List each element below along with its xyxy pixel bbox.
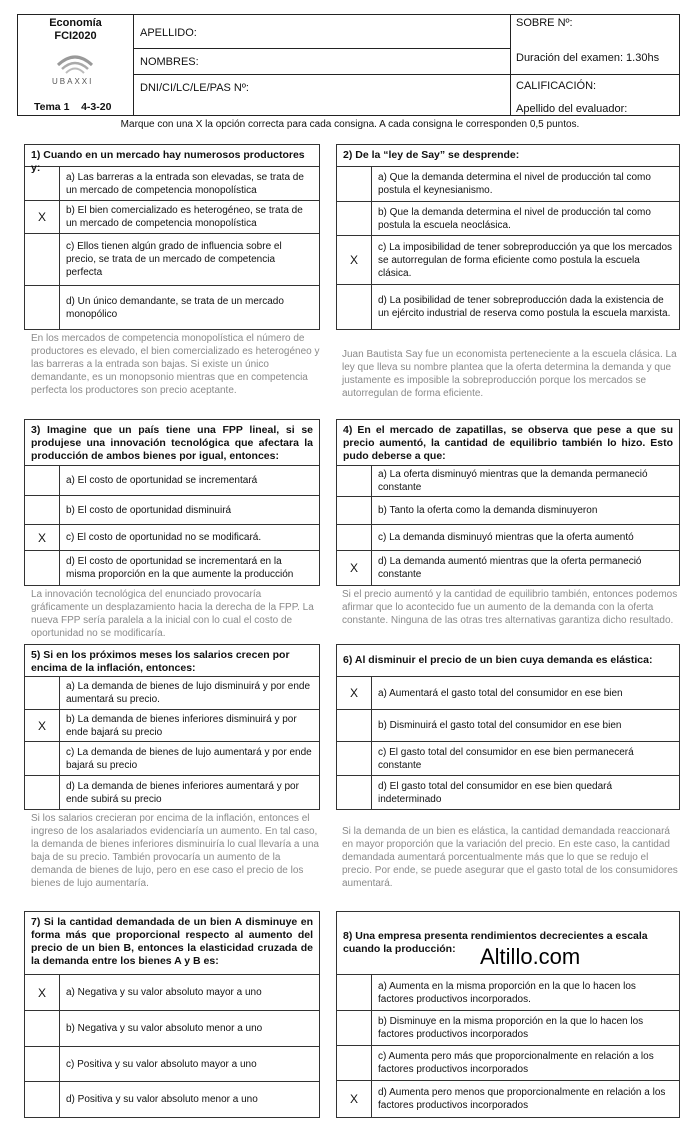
question-title: 7) Si la cantidad demandada de un bien A disminuye en forma más que proporcional respecto al aumento del precio de un bien B, entonces la elasticidad cruzada de la demanda entre los bienes A y B es: xyxy=(25,912,319,975)
option-text: b) El bien comercializado es heterogéneo, se trata de un mercado de competencia monopolística xyxy=(66,205,303,229)
answer-box[interactable] xyxy=(337,167,372,201)
question-6 xyxy=(336,644,680,810)
answer-box[interactable] xyxy=(25,742,60,775)
option-text: a) El costo de oportunidad se incrementará xyxy=(66,475,258,486)
answer-box[interactable] xyxy=(25,167,60,200)
answer-box[interactable] xyxy=(25,234,60,285)
option-text: b) Disminuirá el gasto total del consumidor en ese bien xyxy=(378,720,622,731)
answer-box[interactable] xyxy=(337,710,372,741)
option-text: d) Un único demandante, se trata de un mercado monopólico xyxy=(66,295,284,320)
answer-box[interactable] xyxy=(337,466,372,496)
exam-date: 4-3-20 xyxy=(81,101,112,113)
answer-box[interactable] xyxy=(337,202,372,235)
answer-box[interactable]: X xyxy=(337,1081,372,1117)
option-text: d) La demanda de bienes inferiores aumentará y por ende subirá su precio xyxy=(66,780,299,805)
option-text: a) Que la demanda determina el nivel de producción tal como postula el keynesianismo. xyxy=(378,172,651,196)
option-text: c) Ellos tienen algún grado de influencia sobre el precio, se trata de un mercado de competencia perfecta xyxy=(66,241,282,278)
answer-box[interactable]: X xyxy=(25,525,60,550)
sobre-field[interactable]: SOBRE Nº: xyxy=(516,17,573,29)
subject-name: Economía xyxy=(49,17,102,29)
answer-box[interactable] xyxy=(25,1011,60,1046)
option-text: a) Aumenta en la misma proporción en la que lo hacen los factores productivos incorporados. xyxy=(378,980,636,1005)
option-text: d) Aumenta pero menos que proporcionalmente en relación a los factores productivos incorporados xyxy=(378,1087,666,1111)
answer-box[interactable] xyxy=(337,1011,372,1045)
answer-box[interactable] xyxy=(337,1046,372,1080)
answer-box[interactable] xyxy=(337,497,372,524)
option-text: c) La demanda de bienes de lujo aumentará y por ende bajará su precio xyxy=(66,746,312,771)
answer-box[interactable]: X xyxy=(337,236,372,284)
explanation: Juan Bautista Say fue un economista perteneciente a la escuela clásica. La ley que lleva su nombre plantea que la oferta determina la demanda y que justamente es imposible la sobreproducción porque los mercados se autorregulan de forma eficiente. xyxy=(342,349,677,399)
answer-box[interactable]: X xyxy=(337,677,372,709)
option-text: a) Las barreras a la entrada son elevadas, se trata de un mercado de competencia monopolística xyxy=(66,171,304,196)
answer-box[interactable] xyxy=(25,551,60,585)
answer-box[interactable] xyxy=(25,1082,60,1117)
option-text: b) Negativa y su valor absoluto menor a uno xyxy=(66,1023,263,1034)
instructions: Marque con una X la opción correcta para cada consigna. A cada consigna le corresponden 0,5 puntos. xyxy=(120,119,580,130)
option-text: b) Que la demanda determina el nivel de producción tal como postula la escuela neoclásica. xyxy=(378,206,651,231)
answer-box[interactable] xyxy=(337,742,372,775)
option-text: c) La demanda disminuyó mientras que la oferta aumentó xyxy=(378,532,634,543)
apellido-field[interactable]: APELLIDO: xyxy=(140,27,197,39)
exam-duration: Duración del examen: 1.30hs xyxy=(516,52,660,64)
answer-box[interactable]: X xyxy=(337,551,372,585)
answer-box[interactable] xyxy=(25,776,60,809)
question-5 xyxy=(24,644,320,810)
question-4 xyxy=(336,419,680,586)
explanation: En los mercados de competencia monopolística el número de productores es elevado, el bien comercializado es heterogéneo y las barreras a la entrada son bajas. Si existe un único demandante, es un monopsonio mientras que en competencia perfecta los productores son precio aceptante. xyxy=(31,333,320,396)
answer-box[interactable]: X xyxy=(25,201,60,233)
option-text: c) Positiva y su valor absoluto mayor a uno xyxy=(66,1058,257,1070)
explanation: La innovación tecnológica del enunciado provocaría gráficamente un desplazamiento hacia la derecha de la FPP. La nueva FPP sería paralela a la inicial con lo cual el costo de oportunidad no se modificaría. xyxy=(31,589,314,639)
answer-box[interactable] xyxy=(25,496,60,524)
answer-box[interactable] xyxy=(25,466,60,495)
question-title: 8) Una empresa presenta rendimientos decrecientes a escala cuando la producción: xyxy=(337,912,679,975)
option-text: a) La oferta disminuyó mientras que la demanda permaneció constante xyxy=(378,469,648,493)
option-text: d) La demanda aumentó mientras que la oferta permaneció constante xyxy=(378,556,642,580)
option-text: c) Aumenta pero más que proporcionalmente en relación a los factores productivos incorporados xyxy=(378,1051,654,1075)
question-title: 4) En el mercado de zapatillas, se observa que pese a que su precio aumentó, la cantidad de equilibrio también lo hizo. Esto pudo deberse a que: xyxy=(337,420,679,466)
option-text: d) El costo de oportunidad se incrementará en la misma proporción en la que aumente la producción xyxy=(66,556,294,580)
explanation: Si el precio aumentó y la cantidad de equilibrio también, entonces podemos afirmar que lo acontecido fue un aumento de la demanda con la oferta constante. Ninguna de las otras tres alternativas garantiza dicho resultado. xyxy=(342,589,678,626)
option-text: d) La posibilidad de tener sobreproducción dada la existencia de un ejército industrial de reserva como postula la escuela marxista. xyxy=(378,295,671,319)
answer-box[interactable]: X xyxy=(25,975,60,1010)
option-text: b) Disminuye en la misma proporción en la que lo hacen los factores productivos incorporados xyxy=(378,1016,644,1040)
answer-box[interactable] xyxy=(337,776,372,809)
option-text: d) El gasto total del consumidor en ese bien quedará indeterminado xyxy=(378,780,613,805)
question-7 xyxy=(24,911,320,1118)
explanation: Si la demanda de un bien es elástica, la cantidad demandada reaccionará en mayor proporción que la variación del precio. En este caso, la cantidad demandada aumentará porcentualmente más que lo que se redujo el precio. Por ende, se puede asegurar que el gasto total de los consumidores aumentará. xyxy=(342,826,678,889)
question-title: 6) Al disminuir el precio de un bien cuya demanda es elástica: xyxy=(337,645,679,677)
watermark: Altillo.com xyxy=(480,944,581,969)
option-text: b) La demanda de bienes inferiores disminuirá y por ende bajará su precio xyxy=(66,713,297,738)
tema-label: Tema 1 xyxy=(34,101,70,113)
option-text: d) Positiva y su valor absoluto menor a uno xyxy=(66,1094,258,1105)
question-title: 3) Imagine que un país tiene una FPP lineal, si se produjese una innovación tecnológica que afectara la producción de ambos bienes por igual, entonces: xyxy=(25,420,319,466)
answer-box[interactable] xyxy=(25,286,60,329)
exam-header xyxy=(17,14,680,116)
explanation: Si los salarios crecieran por encima de la inflación, entonces el ingreso de los asalariados evidenciaría un aumento. En tal caso, la demanda de bienes inferiores disminuiría lo cual llevaría a una baja de su precio. También provocaría un aumento de la demanda de bienes de lujo, pero en ese caso el precio de los bienes de lujo aumentaría. xyxy=(31,813,319,889)
question-8 xyxy=(336,911,680,1118)
answer-box[interactable] xyxy=(337,975,372,1010)
question-title: 5) Si en los próximos meses los salarios crecen por encima de la inflación, entonces: xyxy=(25,645,319,677)
option-text: a) La demanda de bienes de lujo disminuirá y por ende aumentará su precio. xyxy=(66,681,311,705)
answer-box[interactable] xyxy=(25,677,60,709)
dni-field[interactable]: DNI/CI/LC/LE/PAS Nº: xyxy=(140,82,249,94)
option-text: b) Tanto la oferta como la demanda disminuyeron xyxy=(378,505,598,516)
ubaxxi-logo-icon xyxy=(56,51,94,75)
question-title: 2) De la “ley de Say” se desprende: xyxy=(337,145,679,167)
question-1 xyxy=(24,144,320,330)
question-2 xyxy=(336,144,680,330)
calificacion-field[interactable]: CALIFICACIÓN: xyxy=(516,80,597,92)
answer-box[interactable] xyxy=(337,285,372,329)
logo-text: UBAXXI xyxy=(52,77,94,86)
evaluador-field[interactable]: Apellido del evaluador: xyxy=(516,103,628,115)
answer-box[interactable] xyxy=(25,1047,60,1081)
answer-box[interactable]: X xyxy=(25,710,60,741)
option-text: a) Negativa y su valor absoluto mayor a uno xyxy=(66,987,262,998)
option-text: b) El costo de oportunidad disminuirá xyxy=(66,504,232,516)
question-title: 1) Cuando en un mercado hay numerosos productores y: xyxy=(25,145,319,167)
option-text: c) La imposibilidad de tener sobreproducción ya que los mercados se autorregulan de forma eficiente como postula la escuela clásica. xyxy=(378,241,673,279)
answer-box[interactable] xyxy=(337,525,372,550)
option-text: c) El costo de oportunidad no se modificará. xyxy=(66,532,262,543)
option-text: c) El gasto total del consumidor en ese bien permanecerá constante xyxy=(378,746,634,771)
option-text: a) Aumentará el gasto total del consumidor en ese bien xyxy=(378,687,623,699)
question-3 xyxy=(24,419,320,586)
nombres-field[interactable]: NOMBRES: xyxy=(140,56,199,68)
course-code: FCI2020 xyxy=(54,30,97,42)
